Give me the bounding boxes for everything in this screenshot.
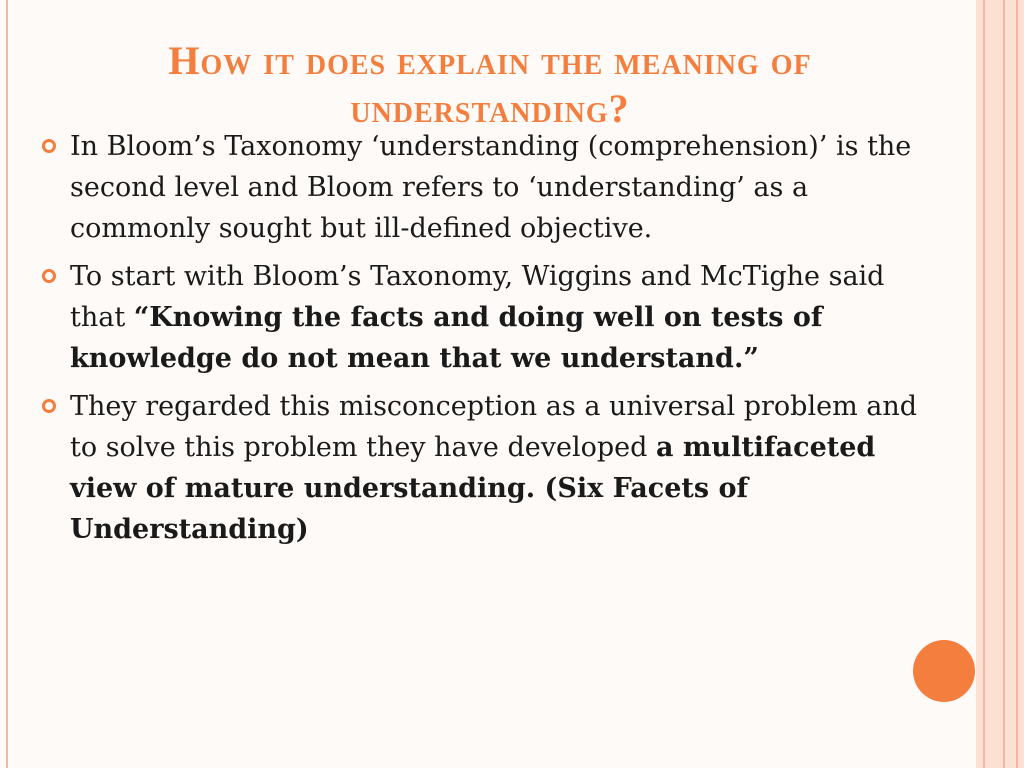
left-frame-line: [6, 0, 8, 768]
band-stripe: [1003, 0, 1005, 768]
band-stripe: [983, 0, 985, 768]
slide-title: How it does explain the meaning of understanding?: [168, 37, 812, 131]
bullet-text: To start with Bloom’s Taxonomy, Wiggins and McTighe said that: [70, 261, 885, 333]
band-stripe: [1016, 0, 1018, 768]
bullet-item: [40, 126, 940, 249]
bullet-bold-text: “Knowing the facts and doing well on tests of knowledge do not mean that we understand.”: [70, 302, 823, 374]
bullet-bold-text: a multifaceted view of mature understanding. (Six Facets of Understanding): [70, 432, 876, 545]
bullet-ring-icon: [42, 139, 56, 153]
decorative-circle: [913, 640, 975, 702]
right-decorative-band: [976, 0, 1024, 768]
bullet-ring-icon: [42, 269, 56, 283]
bullet-ring-icon: [42, 399, 56, 413]
bullet-text: They regarded this misconception as a universal problem and to solve this problem they have developed: [70, 391, 918, 463]
bullet-item: [40, 386, 940, 550]
bullet-item: [40, 256, 940, 379]
bullet-text: In Bloom’s Taxonomy ‘understanding (comprehension)’ is the second level and Bloom refers to ‘understanding’ as a commonly sought but ill-defined objective.: [70, 131, 912, 244]
bullet-list: [40, 126, 940, 557]
